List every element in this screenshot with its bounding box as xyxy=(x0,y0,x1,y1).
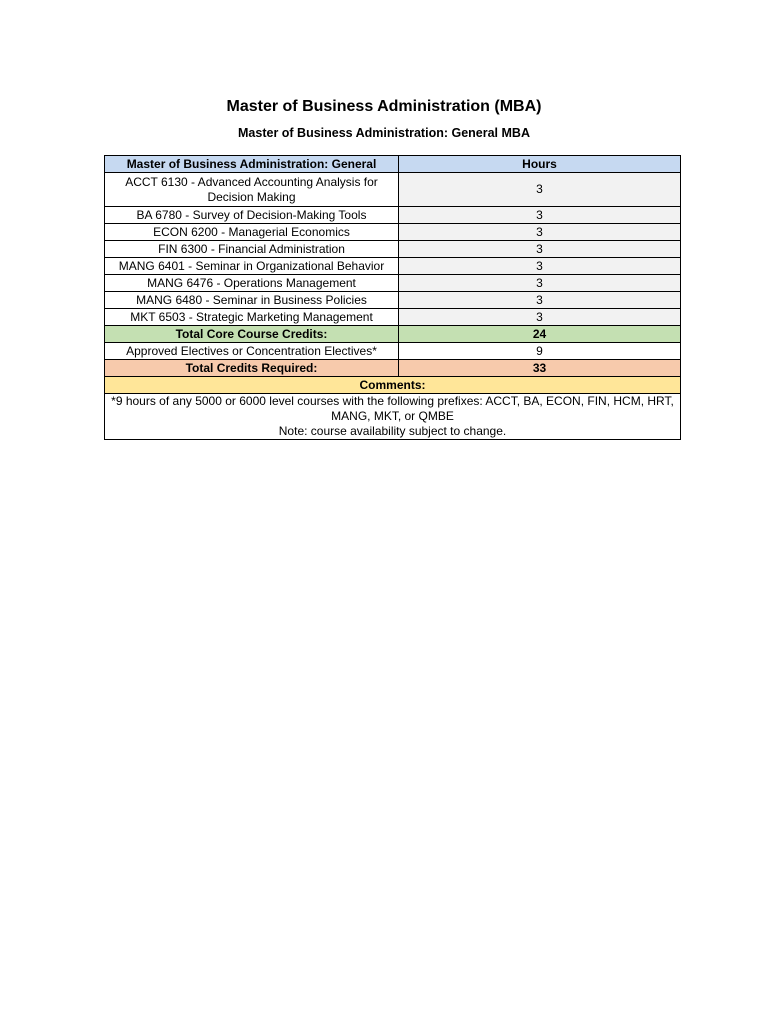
total-credits-row xyxy=(105,360,681,377)
core-total-row xyxy=(105,326,681,343)
comments-availability-note: Note: course availability subject to change. xyxy=(278,424,507,438)
comments-prefix-note: *9 hours of any 5000 or 6000 level courses with the following prefixes: ACCT, BA, ECON, FIN, HCM, HRT, MANG, MKT, or QMBE xyxy=(111,394,674,423)
course-column-header: Master of Business Administration: General xyxy=(105,156,399,173)
core-total-hours: 24 xyxy=(399,326,681,343)
course-row xyxy=(105,207,681,224)
page-subtitle: Master of Business Administration: General MBA xyxy=(238,126,530,140)
course-name: FIN 6300 - Financial Administration xyxy=(105,241,399,258)
course-hours: 3 xyxy=(399,309,681,326)
course-hours: 3 xyxy=(399,292,681,309)
total-credits-label: Total Credits Required: xyxy=(105,360,399,377)
comments-label: Comments: xyxy=(105,377,681,394)
total-credits-hours: 33 xyxy=(399,360,681,377)
comments-body-row xyxy=(105,394,681,440)
course-hours: 3 xyxy=(399,224,681,241)
degree-plan-table xyxy=(104,155,681,440)
course-name: BA 6780 - Survey of Decision-Making Tools xyxy=(105,207,399,224)
course-row xyxy=(105,173,681,207)
page-title: Master of Business Administration (MBA) xyxy=(226,98,542,115)
course-name: MANG 6480 - Seminar in Business Policies xyxy=(105,292,399,309)
course-hours: 3 xyxy=(399,275,681,292)
electives-row xyxy=(105,343,681,360)
course-hours: 3 xyxy=(399,207,681,224)
course-hours: 3 xyxy=(399,258,681,275)
comments-header-row xyxy=(105,377,681,394)
electives-label: Approved Electives or Concentration Electives* xyxy=(105,343,399,360)
comments-text xyxy=(105,394,681,440)
course-row xyxy=(105,275,681,292)
course-row xyxy=(105,309,681,326)
course-row xyxy=(105,241,681,258)
course-name: ECON 6200 - Managerial Economics xyxy=(105,224,399,241)
course-name: MANG 6401 - Seminar in Organizational Behavior xyxy=(105,258,399,275)
course-row xyxy=(105,292,681,309)
course-row xyxy=(105,224,681,241)
course-hours: 3 xyxy=(399,241,681,258)
hours-column-header: Hours xyxy=(399,156,681,173)
course-name: MANG 6476 - Operations Management xyxy=(105,275,399,292)
electives-hours: 9 xyxy=(399,343,681,360)
core-total-label: Total Core Course Credits: xyxy=(105,326,399,343)
course-name: ACCT 6130 - Advanced Accounting Analysis for Decision Making xyxy=(105,173,399,207)
course-name: MKT 6503 - Strategic Marketing Management xyxy=(105,309,399,326)
course-hours: 3 xyxy=(399,173,681,207)
course-row xyxy=(105,258,681,275)
table-header-row xyxy=(105,156,681,173)
